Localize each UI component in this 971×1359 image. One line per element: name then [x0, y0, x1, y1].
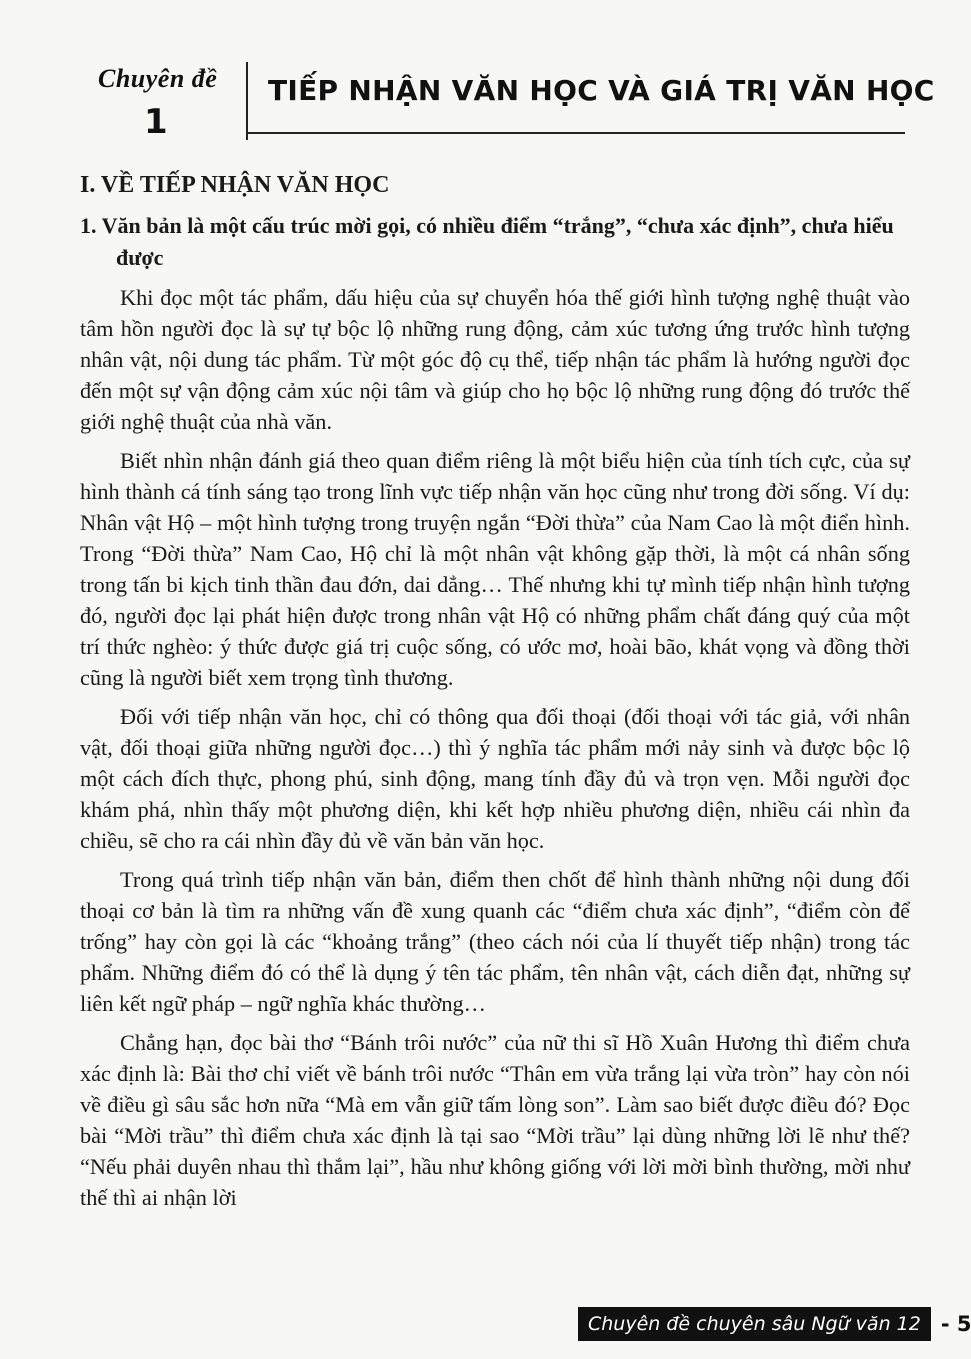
section-heading: I. VỀ TIẾP NHẬN VĂN HỌC — [80, 172, 390, 198]
book-title: Chuyên đề chuyên sâu Ngữ văn 12 — [578, 1307, 931, 1341]
header-vertical-divider — [246, 62, 248, 140]
paragraph: Biết nhìn nhận đánh giá theo quan điểm riêng là một biểu hiện của tính tích cực, của sự hình thành cá tính sáng tạo trong lĩnh vực tiếp nhận văn học cũng như trong đời sống. Ví dụ: Nhân vật Hộ – một hình tượng trong truyện ngắn “Đời thừa” của Nam Cao là một điển hình. Trong “Đời thừa” Nam Cao, Hộ chỉ là một nhân vật không gặp thời, là một cá nhân sống trong tấn bi kịch tinh thần đau đớn, dai dẳng… Thế nhưng khi tự mình tiếp nhận hình tượng đó, người đọc lại phát hiện được trong nhân vật Hộ có những phẩm chất đáng quý của một trí thức nghèo: ý thức được giá trị cuộc sống, có ước mơ, hoài bão, khát vọng và đồng thời cũng là người biết xem trọng tình thương. — [80, 448, 910, 690]
chapter-title: TIẾP NHẬN VĂN HỌC VÀ GIÁ TRỊ VĂN HỌC — [268, 74, 935, 107]
chapter-label: Chuyên đề — [98, 64, 218, 93]
page-number: - 5 — [940, 1312, 971, 1336]
subsection-heading: 1. Văn bản là một cấu trúc mời gọi, có nhiều điểm “trắng”, “chưa xác định”, chưa hiểu được — [80, 213, 894, 270]
paragraph: Chẳng hạn, đọc bài thơ “Bánh trôi nước” của nữ thi sĩ Hồ Xuân Hương thì điểm chưa xác định là: Bài thơ chỉ viết về bánh trôi nước “Thân em vừa trắng lại vừa tròn” hay còn nói về điều gì sâu sắc hơn nữa “Mà em vẫn giữ tấm lòng son”. Làm sao biết được điều đó? Đọc bài “Mời trầu” thì điểm chưa xác định là tại sao “Mời trầu” lại dùng những lời lẽ như thế? “Nếu phải duyên nhau thì thắm lại”, hầu như không giống với lời mời bình thường, mời như thế thì ai nhận lời — [80, 1030, 910, 1210]
paragraph: Trong quá trình tiếp nhận văn bản, điểm then chốt để hình thành những nội dung đối thoại cơ bản là tìm ra những vấn đề xung quanh các “điểm chưa xác định”, “điểm còn để trống” hay còn gọi là các “khoảng trắng” (theo cách nói của lí thuyết tiếp nhận) trong tác phẩm. Những điểm đó có thể là dụng ý tên tác phẩm, tên nhân vật, cách diễn đạt, những sự liên kết ngữ pháp – ngữ nghĩa khác thường… — [80, 867, 910, 1016]
header-horizontal-divider — [246, 132, 905, 134]
paragraph: Đối với tiếp nhận văn học, chỉ có thông qua đối thoại (đối thoại với tác giả, với nhân vật, đối thoại giữa những người đọc…) thì ý nghĩa tác phẩm mới nảy sinh và được bộc lộ một cách đích thực, phong phú, sinh động, mang tính đầy đủ và trọn vẹn. Mỗi người đọc khám phá, nhìn thấy một phương diện, khi kết hợp nhiều phương diện, nhiều cái nhìn đa chiều, sẽ cho ra cái nhìn đầy đủ về văn bản văn học. — [80, 704, 910, 853]
paragraph: Khi đọc một tác phẩm, dấu hiệu của sự chuyển hóa thế giới hình tượng nghệ thuật vào tâm hồn người đọc là sự tự bộc lộ những rung động, cảm xúc tương ứng trước hình tượng nhân vật, nội dung tác phẩm. Từ một góc độ cụ thể, tiếp nhận tác phẩm là hướng người đọc đến một sự vận động cảm xúc nội tâm và giúp cho họ bộc lộ những rung động đó trước thế giới nghệ thuật của nhà văn. — [80, 285, 910, 434]
chapter-header — [90, 62, 935, 142]
page-footer — [578, 1304, 971, 1344]
page-content — [80, 168, 910, 1221]
chapter-number: 1 — [144, 102, 168, 142]
